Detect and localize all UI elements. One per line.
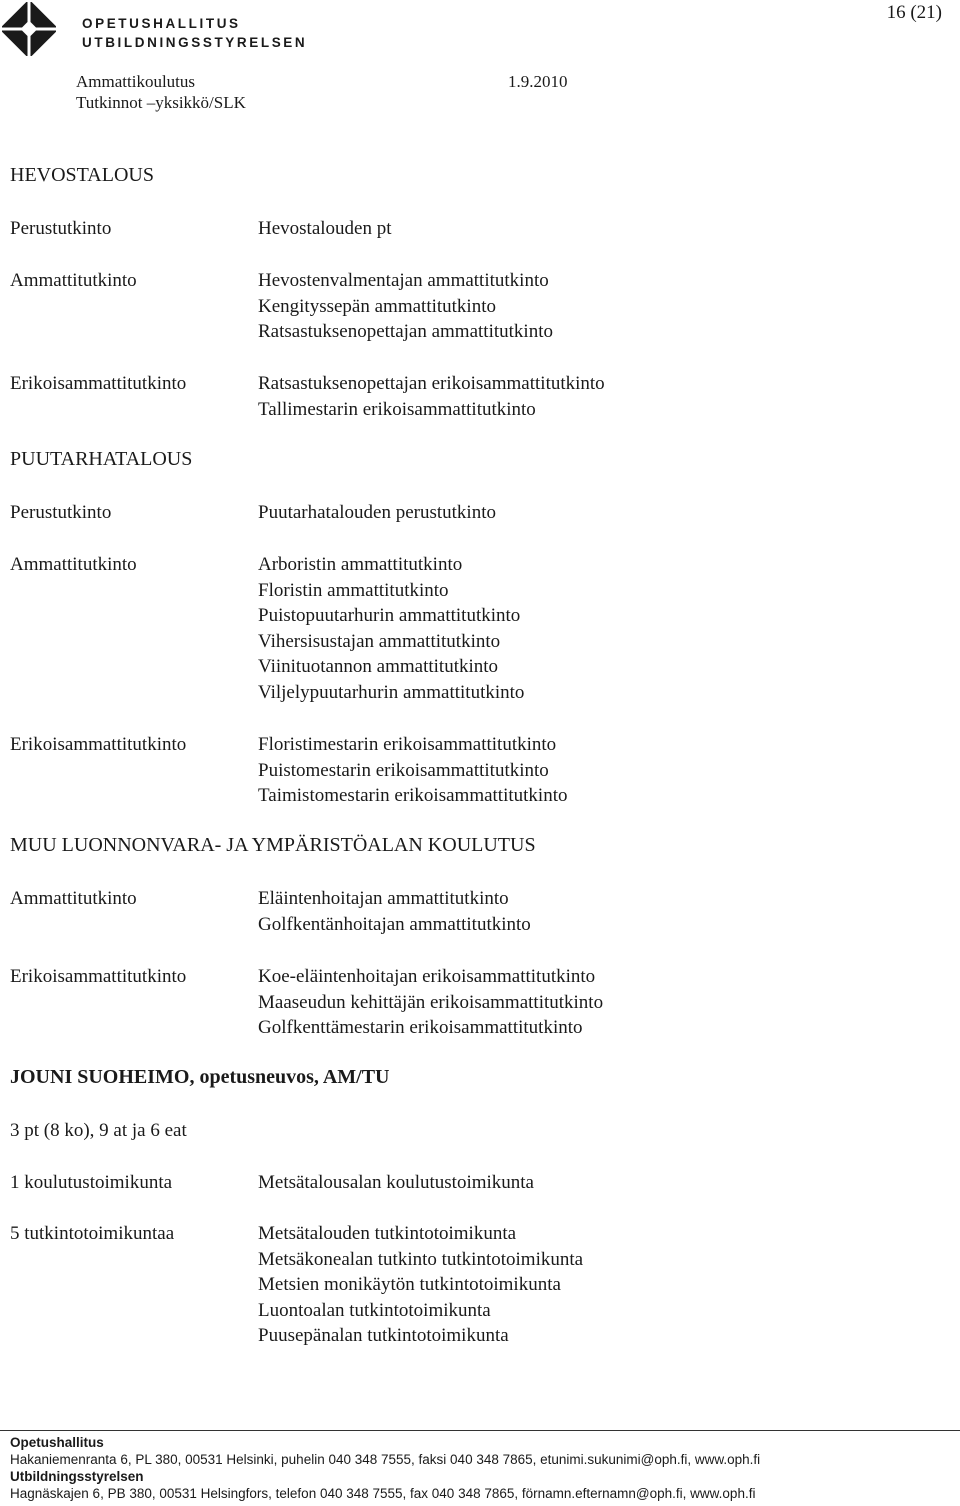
list-item: Eläintenhoitajan ammattitutkinto xyxy=(258,888,509,909)
footer-address-sv: Hagnäskajen 6, PB 380, 00531 Helsingfors, telefon 040 348 7555, fax 040 348 7865, förnamn.efternamn@oph.fi, www.oph.fi xyxy=(10,1486,756,1501)
list-item: Puutarhatalouden perustutkinto xyxy=(258,502,496,523)
list-item: Viljelypuutarhurin ammattitutkinto xyxy=(258,681,525,703)
department: Ammattikoulutus xyxy=(76,72,195,91)
list-tutkintotoimikunnat xyxy=(258,1221,583,1349)
label-ammattitutkinto: Ammattitutkinto xyxy=(10,888,137,909)
section-title-hevostalous: HEVOSTALOUS xyxy=(10,164,154,186)
label-perustutkinto: Perustutkinto xyxy=(10,218,112,239)
org-name-fi: OPETUSHALLITUS xyxy=(82,16,241,31)
list-item: Metsätalousalan koulutustoimikunta xyxy=(258,1172,534,1193)
list-ammattitutkinto xyxy=(258,268,553,345)
list-item: Vihersisustajan ammattitutkinto xyxy=(258,630,501,652)
list-item: Kengityssepän ammattitutkinto xyxy=(258,295,496,317)
label-erikoisammattitutkinto: Erikoisammattitutkinto xyxy=(10,966,187,987)
footer-divider xyxy=(0,1430,960,1431)
list-item: Viinituotannon ammattitutkinto xyxy=(258,656,499,678)
list-item: Metsien monikäytön tutkintotoimikunta xyxy=(258,1274,561,1296)
list-item: Koe-eläintenhoitajan erikoisammattitutkinto xyxy=(258,966,596,987)
footer xyxy=(10,1434,760,1502)
list-item: Floristimestarin erikoisammattitutkinto xyxy=(258,734,557,755)
list-item: Metsäkonealan tutkinto tutkintotoimikunta xyxy=(258,1248,584,1270)
person-heading: JOUNI SUOHEIMO, opetusneuvos, AM/TU xyxy=(10,1066,390,1088)
list-item: Arboristin ammattitutkinto xyxy=(258,554,463,575)
list-item: Hevostenvalmentajan ammattitutkinto xyxy=(258,270,549,291)
person-summary: 3 pt (8 ko), 9 at ja 6 eat xyxy=(10,1120,187,1141)
label-erikoisammattitutkinto: Erikoisammattitutkinto xyxy=(10,373,187,394)
list-item: Tallimestarin erikoisammattitutkinto xyxy=(258,398,536,420)
document-date: 1.9.2010 xyxy=(508,72,568,91)
label-erikoisammattitutkinto: Erikoisammattitutkinto xyxy=(10,734,187,755)
org-name-sv: UTBILDNINGSSTYRELSEN xyxy=(82,35,308,50)
list-item: Hevostalouden pt xyxy=(258,218,392,239)
list-item: Puistopuutarhurin ammattitutkinto xyxy=(258,605,521,627)
page-number: 16 (21) xyxy=(886,2,942,23)
section-title-muu: MUU LUONNONVARA- JA YMPÄRISTÖALAN KOULUTUS xyxy=(10,834,536,856)
list-koulutustoimikunta xyxy=(258,1170,534,1196)
footer-org-sv: Utbildningsstyrelsen xyxy=(10,1469,144,1484)
unit: Tutkinnot –yksikkö/SLK xyxy=(76,93,246,112)
list-item: Taimistomestarin erikoisammattitutkinto xyxy=(258,785,568,807)
list-perustutkinto xyxy=(258,500,496,526)
footer-org-fi: Opetushallitus xyxy=(10,1435,104,1450)
list-item: Golfkenttämestarin erikoisammattitutkinto xyxy=(258,1017,583,1039)
label-ammattitutkinto: Ammattitutkinto xyxy=(10,554,137,575)
label-ammattitutkinto: Ammattitutkinto xyxy=(10,270,137,291)
list-erikoisammattitutkinto xyxy=(258,732,567,809)
label-koulutustoimikunta: 1 koulutustoimikunta xyxy=(10,1172,173,1193)
list-perustutkinto xyxy=(258,216,392,242)
list-item: Floristin ammattitutkinto xyxy=(258,579,449,601)
list-item: Metsätalouden tutkintotoimikunta xyxy=(258,1223,517,1244)
list-erikoisammattitutkinto xyxy=(258,964,603,1041)
footer-address-fi: Hakaniemenranta 6, PL 380, 00531 Helsinki, puhelin 040 348 7555, faksi 040 348 7865, etunimi.sukunimi@oph.fi, www.oph.fi xyxy=(10,1452,761,1467)
section-title-puutarhatalous: PUUTARHATALOUS xyxy=(10,448,193,470)
list-item: Puistomestarin erikoisammattitutkinto xyxy=(258,759,549,781)
list-item: Ratsastuksenopettajan ammattitutkinto xyxy=(258,321,553,343)
oph-logo-icon xyxy=(2,2,56,56)
list-item: Luontoalan tutkintotoimikunta xyxy=(258,1299,491,1321)
list-item: Golfkentänhoitajan ammattitutkinto xyxy=(258,913,531,935)
list-item: Puusepänalan tutkintotoimikunta xyxy=(258,1325,509,1347)
list-ammattitutkinto xyxy=(258,552,524,706)
list-item: Ratsastuksenopettajan erikoisammattitutkinto xyxy=(258,373,605,394)
list-ammattitutkinto xyxy=(258,886,531,937)
list-erikoisammattitutkinto xyxy=(258,371,605,422)
label-tutkintotoimikunnat: 5 tutkintotoimikuntaa xyxy=(10,1223,175,1244)
org-name xyxy=(82,14,307,52)
list-item: Maaseudun kehittäjän erikoisammattitutkinto xyxy=(258,991,604,1013)
label-perustutkinto: Perustutkinto xyxy=(10,502,112,523)
